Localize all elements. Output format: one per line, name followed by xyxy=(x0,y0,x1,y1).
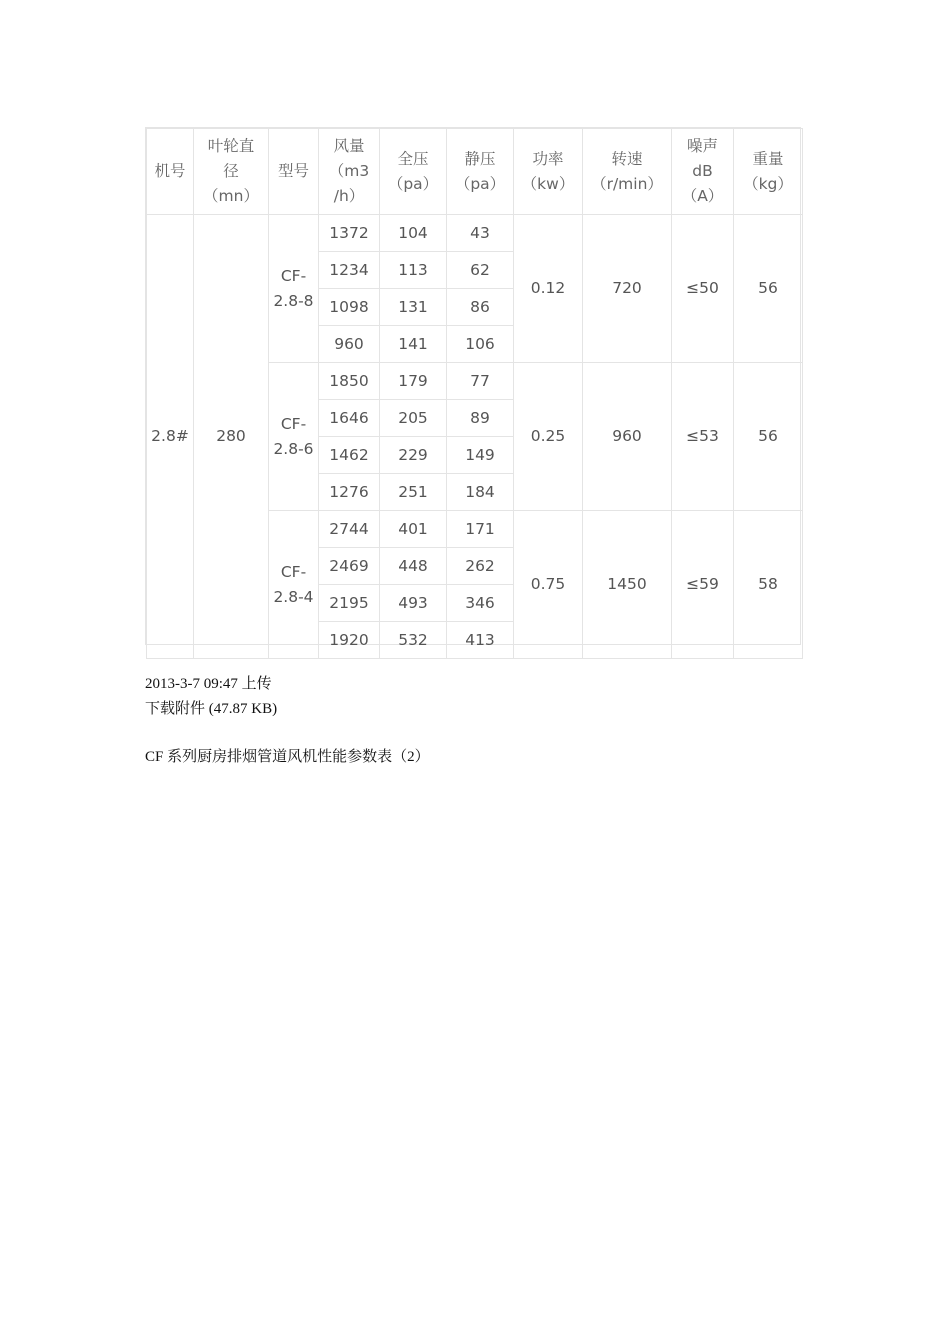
cell-total-pressure: 251 xyxy=(380,474,447,511)
cell-airflow: 1646 xyxy=(319,400,380,437)
fan-spec-table xyxy=(146,128,803,659)
cell-noise: ≤53 xyxy=(672,363,734,511)
cell-total-pressure: 113 xyxy=(380,252,447,289)
cell-speed: 1450 xyxy=(583,511,672,659)
cell-static-pressure: 43 xyxy=(447,215,514,252)
cell-noise: ≤50 xyxy=(672,215,734,363)
cell-static-pressure: 89 xyxy=(447,400,514,437)
cell-static-pressure: 262 xyxy=(447,548,514,585)
cell-machine-no: 2.8# xyxy=(147,215,194,659)
cell-weight: 56 xyxy=(734,363,803,511)
cell-speed: 720 xyxy=(583,215,672,363)
header-machine-no: 机号 xyxy=(147,129,194,215)
cell-total-pressure: 205 xyxy=(380,400,447,437)
header-power: 功率 （kw） xyxy=(514,129,583,215)
header-weight: 重量 （kg） xyxy=(734,129,803,215)
cell-model: CF- 2.8-4 xyxy=(269,511,319,659)
cell-total-pressure: 141 xyxy=(380,326,447,363)
header-noise: 噪声 dB （A） xyxy=(672,129,734,215)
cell-total-pressure: 493 xyxy=(380,585,447,622)
cell-total-pressure: 229 xyxy=(380,437,447,474)
header-impeller-diameter: 叶轮直 径 （mn） xyxy=(194,129,269,215)
cell-airflow: 2744 xyxy=(319,511,380,548)
cell-total-pressure: 131 xyxy=(380,289,447,326)
cell-airflow: 1098 xyxy=(319,289,380,326)
header-speed: 转速 （r/min） xyxy=(583,129,672,215)
cell-static-pressure: 346 xyxy=(447,585,514,622)
cell-static-pressure: 413 xyxy=(447,622,514,659)
cell-airflow: 1234 xyxy=(319,252,380,289)
cell-static-pressure: 77 xyxy=(447,363,514,400)
cell-airflow: 1372 xyxy=(319,215,380,252)
cell-speed: 960 xyxy=(583,363,672,511)
cell-static-pressure: 86 xyxy=(447,289,514,326)
cell-static-pressure: 149 xyxy=(447,437,514,474)
cell-power: 0.12 xyxy=(514,215,583,363)
fan-spec-table-image xyxy=(145,127,801,649)
header-airflow: 风量 （m3 /h） xyxy=(319,129,380,215)
cell-static-pressure: 106 xyxy=(447,326,514,363)
cell-airflow: 1276 xyxy=(319,474,380,511)
cell-total-pressure: 401 xyxy=(380,511,447,548)
upload-timestamp: 2013-3-7 09:47 上传 xyxy=(145,676,272,692)
header-total-pressure: 全压 （pa） xyxy=(380,129,447,215)
cell-airflow: 1462 xyxy=(319,437,380,474)
cell-airflow: 960 xyxy=(319,326,380,363)
table-caption: CF 系列厨房排烟管道风机性能参数表（2） xyxy=(145,749,430,765)
download-attachment-link[interactable]: 下载附件 (47.87 KB) xyxy=(145,701,278,717)
cell-model: CF- 2.8-8 xyxy=(269,215,319,363)
cell-weight: 58 xyxy=(734,511,803,659)
cell-model: CF- 2.8-6 xyxy=(269,363,319,511)
cell-airflow: 1850 xyxy=(319,363,380,400)
cell-static-pressure: 171 xyxy=(447,511,514,548)
cell-airflow: 2195 xyxy=(319,585,380,622)
cell-total-pressure: 448 xyxy=(380,548,447,585)
cell-airflow: 1920 xyxy=(319,622,380,659)
cell-total-pressure: 179 xyxy=(380,363,447,400)
table-header-row xyxy=(147,129,803,215)
cell-power: 0.75 xyxy=(514,511,583,659)
cell-airflow: 2469 xyxy=(319,548,380,585)
cell-noise: ≤59 xyxy=(672,511,734,659)
cell-total-pressure: 104 xyxy=(380,215,447,252)
cell-total-pressure: 532 xyxy=(380,622,447,659)
spacer xyxy=(145,722,430,745)
cell-static-pressure: 62 xyxy=(447,252,514,289)
cell-weight: 56 xyxy=(734,215,803,363)
cell-static-pressure: 184 xyxy=(447,474,514,511)
cell-impeller-diameter: 280 xyxy=(194,215,269,659)
attachment-caption-block xyxy=(145,672,430,770)
table-row xyxy=(147,215,803,252)
header-model: 型号 xyxy=(269,129,319,215)
header-static-pressure: 静压 （pa） xyxy=(447,129,514,215)
cell-power: 0.25 xyxy=(514,363,583,511)
